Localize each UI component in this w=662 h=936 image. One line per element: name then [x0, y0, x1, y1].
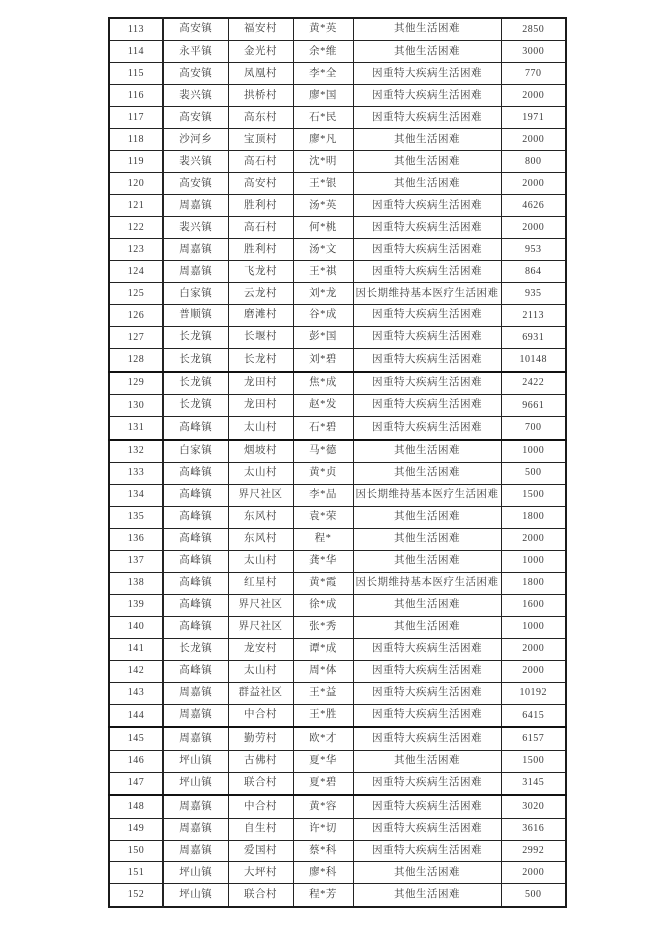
table-row — [109, 349, 566, 372]
cell-reason: 因重特大疾病生活困难 — [353, 840, 501, 862]
cell-person-name: 欧*才 — [293, 727, 353, 750]
cell-town: 高峰镇 — [163, 528, 228, 550]
cell-amount: 3020 — [501, 795, 566, 818]
cell-town: 裴兴镇 — [163, 85, 228, 107]
cell-person-name: 王*胜 — [293, 704, 353, 727]
table-row — [109, 572, 566, 594]
cell-amount: 3616 — [501, 818, 566, 840]
cell-reason: 其他生活困难 — [353, 528, 501, 550]
table-row — [109, 173, 566, 195]
cell-town: 沙河乡 — [163, 129, 228, 151]
cell-row-number: 131 — [109, 417, 163, 440]
table-row — [109, 41, 566, 63]
cell-reason: 因长期维持基本医疗生活困难 — [353, 283, 501, 305]
cell-village: 红星村 — [228, 572, 293, 594]
cell-village: 高石村 — [228, 151, 293, 173]
table-row — [109, 750, 566, 772]
cell-town: 周嘉镇 — [163, 818, 228, 840]
cell-village: 太山村 — [228, 462, 293, 484]
cell-reason: 因长期维持基本医疗生活困难 — [353, 572, 501, 594]
cell-amount: 500 — [501, 884, 566, 907]
table-row — [109, 107, 566, 129]
cell-person-name: 谷*成 — [293, 305, 353, 327]
cell-town: 坪山镇 — [163, 862, 228, 884]
cell-amount: 1600 — [501, 594, 566, 616]
cell-village: 太山村 — [228, 550, 293, 572]
cell-person-name: 余*维 — [293, 41, 353, 63]
cell-person-name: 王*银 — [293, 173, 353, 195]
cell-person-name: 龚*华 — [293, 550, 353, 572]
cell-amount: 2000 — [501, 129, 566, 151]
cell-amount: 953 — [501, 239, 566, 261]
cell-town: 高峰镇 — [163, 417, 228, 440]
cell-amount: 800 — [501, 151, 566, 173]
cell-amount: 1971 — [501, 107, 566, 129]
cell-row-number: 143 — [109, 682, 163, 704]
cell-person-name: 夏*碧 — [293, 772, 353, 795]
cell-amount: 2992 — [501, 840, 566, 862]
cell-town: 普顺镇 — [163, 305, 228, 327]
table-row — [109, 862, 566, 884]
cell-village: 高安村 — [228, 173, 293, 195]
cell-row-number: 140 — [109, 616, 163, 638]
cell-amount: 6415 — [501, 704, 566, 727]
cell-reason: 因重特大疾病生活困难 — [353, 638, 501, 660]
cell-reason: 因重特大疾病生活困难 — [353, 327, 501, 349]
cell-reason: 其他生活困难 — [353, 862, 501, 884]
cell-person-name: 石*碧 — [293, 417, 353, 440]
cell-village: 福安村 — [228, 18, 293, 41]
cell-town: 高峰镇 — [163, 550, 228, 572]
cell-village: 飞龙村 — [228, 261, 293, 283]
cell-amount: 1500 — [501, 484, 566, 506]
cell-reason: 因重特大疾病生活困难 — [353, 682, 501, 704]
cell-row-number: 149 — [109, 818, 163, 840]
cell-reason: 因重特大疾病生活困难 — [353, 660, 501, 682]
cell-person-name: 廖*科 — [293, 862, 353, 884]
cell-village: 金光村 — [228, 41, 293, 63]
cell-person-name: 张*秀 — [293, 616, 353, 638]
cell-row-number: 127 — [109, 327, 163, 349]
cell-village: 龙安村 — [228, 638, 293, 660]
cell-reason: 因重特大疾病生活困难 — [353, 704, 501, 727]
cell-reason: 因重特大疾病生活困难 — [353, 85, 501, 107]
cell-town: 周嘉镇 — [163, 704, 228, 727]
cell-town: 裴兴镇 — [163, 217, 228, 239]
cell-reason: 其他生活困难 — [353, 151, 501, 173]
cell-person-name: 焦*成 — [293, 372, 353, 395]
cell-reason: 其他生活困难 — [353, 506, 501, 528]
cell-village: 群益社区 — [228, 682, 293, 704]
cell-reason: 其他生活困难 — [353, 41, 501, 63]
cell-amount: 10192 — [501, 682, 566, 704]
cell-row-number: 114 — [109, 41, 163, 63]
cell-person-name: 刘*碧 — [293, 349, 353, 372]
cell-row-number: 129 — [109, 372, 163, 395]
cell-person-name: 廖*国 — [293, 85, 353, 107]
cell-town: 长龙镇 — [163, 395, 228, 417]
cell-reason: 其他生活困难 — [353, 616, 501, 638]
cell-amount: 864 — [501, 261, 566, 283]
cell-reason: 因重特大疾病生活困难 — [353, 727, 501, 750]
cell-village: 长堰村 — [228, 327, 293, 349]
cell-village: 高石村 — [228, 217, 293, 239]
cell-row-number: 119 — [109, 151, 163, 173]
cell-amount: 1500 — [501, 750, 566, 772]
cell-village: 云龙村 — [228, 283, 293, 305]
cell-amount: 500 — [501, 462, 566, 484]
cell-amount: 2000 — [501, 660, 566, 682]
cell-village: 爱国村 — [228, 840, 293, 862]
table-row — [109, 217, 566, 239]
cell-row-number: 120 — [109, 173, 163, 195]
cell-person-name: 程*芳 — [293, 884, 353, 907]
table-row — [109, 660, 566, 682]
cell-person-name: 石*民 — [293, 107, 353, 129]
cell-reason: 其他生活困难 — [353, 750, 501, 772]
cell-town: 高峰镇 — [163, 594, 228, 616]
cell-row-number: 135 — [109, 506, 163, 528]
cell-amount: 2000 — [501, 217, 566, 239]
cell-row-number: 134 — [109, 484, 163, 506]
cell-village: 界尺社区 — [228, 594, 293, 616]
table-row — [109, 195, 566, 217]
cell-row-number: 124 — [109, 261, 163, 283]
cell-town: 裴兴镇 — [163, 151, 228, 173]
cell-person-name: 夏*华 — [293, 750, 353, 772]
cell-town: 高峰镇 — [163, 616, 228, 638]
cell-amount: 1800 — [501, 572, 566, 594]
cell-person-name: 汤*文 — [293, 239, 353, 261]
table-row — [109, 440, 566, 463]
cell-amount: 2850 — [501, 18, 566, 41]
table-row — [109, 528, 566, 550]
cell-town: 高安镇 — [163, 18, 228, 41]
table-row — [109, 772, 566, 795]
table-row — [109, 395, 566, 417]
cell-reason: 因重特大疾病生活困难 — [353, 63, 501, 85]
table-row — [109, 63, 566, 85]
table-row — [109, 550, 566, 572]
cell-person-name: 黄*霞 — [293, 572, 353, 594]
cell-row-number: 138 — [109, 572, 163, 594]
cell-row-number: 123 — [109, 239, 163, 261]
cell-town: 高峰镇 — [163, 462, 228, 484]
cell-person-name: 何*桃 — [293, 217, 353, 239]
cell-row-number: 141 — [109, 638, 163, 660]
cell-reason: 因重特大疾病生活困难 — [353, 305, 501, 327]
cell-reason: 其他生活困难 — [353, 129, 501, 151]
cell-row-number: 148 — [109, 795, 163, 818]
cell-reason: 因重特大疾病生活困难 — [353, 195, 501, 217]
cell-town: 高安镇 — [163, 63, 228, 85]
cell-village: 大坪村 — [228, 862, 293, 884]
table-row — [109, 372, 566, 395]
cell-amount: 700 — [501, 417, 566, 440]
cell-person-name: 黄*容 — [293, 795, 353, 818]
cell-village: 东风村 — [228, 506, 293, 528]
cell-person-name: 王*益 — [293, 682, 353, 704]
cell-person-name: 徐*成 — [293, 594, 353, 616]
cell-amount: 3000 — [501, 41, 566, 63]
cell-reason: 其他生活困难 — [353, 884, 501, 907]
cell-village: 古佛村 — [228, 750, 293, 772]
cell-reason: 其他生活困难 — [353, 440, 501, 463]
table-row — [109, 704, 566, 727]
cell-person-name: 李*全 — [293, 63, 353, 85]
cell-amount: 2113 — [501, 305, 566, 327]
cell-row-number: 122 — [109, 217, 163, 239]
cell-reason: 因重特大疾病生活困难 — [353, 261, 501, 283]
cell-row-number: 118 — [109, 129, 163, 151]
table-row — [109, 18, 566, 41]
cell-row-number: 151 — [109, 862, 163, 884]
cell-row-number: 130 — [109, 395, 163, 417]
cell-town: 坪山镇 — [163, 884, 228, 907]
cell-row-number: 125 — [109, 283, 163, 305]
cell-amount: 10148 — [501, 349, 566, 372]
cell-amount: 4626 — [501, 195, 566, 217]
cell-amount: 2422 — [501, 372, 566, 395]
cell-person-name: 汤*英 — [293, 195, 353, 217]
cell-reason: 因重特大疾病生活困难 — [353, 417, 501, 440]
cell-town: 高峰镇 — [163, 484, 228, 506]
table-row — [109, 884, 566, 907]
cell-village: 烟坡村 — [228, 440, 293, 463]
cell-row-number: 136 — [109, 528, 163, 550]
cell-row-number: 128 — [109, 349, 163, 372]
table-row — [109, 417, 566, 440]
cell-village: 界尺社区 — [228, 484, 293, 506]
cell-town: 长龙镇 — [163, 638, 228, 660]
cell-amount: 1000 — [501, 616, 566, 638]
cell-row-number: 139 — [109, 594, 163, 616]
cell-person-name: 程* — [293, 528, 353, 550]
cell-village: 中合村 — [228, 795, 293, 818]
cell-row-number: 144 — [109, 704, 163, 727]
cell-row-number: 116 — [109, 85, 163, 107]
cell-reason: 因重特大疾病生活困难 — [353, 372, 501, 395]
table-row — [109, 327, 566, 349]
cell-row-number: 142 — [109, 660, 163, 682]
table-row — [109, 682, 566, 704]
table-row — [109, 616, 566, 638]
table-row — [109, 840, 566, 862]
cell-village: 联合村 — [228, 884, 293, 907]
table-row — [109, 151, 566, 173]
cell-amount: 3145 — [501, 772, 566, 795]
cell-village: 勤劳村 — [228, 727, 293, 750]
cell-amount: 6157 — [501, 727, 566, 750]
table-row — [109, 283, 566, 305]
cell-town: 高安镇 — [163, 173, 228, 195]
table-row — [109, 305, 566, 327]
cell-town: 周嘉镇 — [163, 682, 228, 704]
cell-row-number: 150 — [109, 840, 163, 862]
cell-person-name: 彭*国 — [293, 327, 353, 349]
table-row — [109, 594, 566, 616]
cell-town: 坪山镇 — [163, 772, 228, 795]
cell-village: 胜利村 — [228, 239, 293, 261]
table-row — [109, 506, 566, 528]
cell-reason: 因重特大疾病生活困难 — [353, 239, 501, 261]
cell-amount: 1000 — [501, 440, 566, 463]
table-row — [109, 795, 566, 818]
cell-town: 高峰镇 — [163, 572, 228, 594]
cell-town: 白家镇 — [163, 440, 228, 463]
cell-village: 联合村 — [228, 772, 293, 795]
cell-reason: 因重特大疾病生活困难 — [353, 349, 501, 372]
cell-village: 太山村 — [228, 660, 293, 682]
cell-town: 长龙镇 — [163, 349, 228, 372]
cell-town: 白家镇 — [163, 283, 228, 305]
cell-village: 东风村 — [228, 528, 293, 550]
cell-amount: 2000 — [501, 173, 566, 195]
table-row — [109, 638, 566, 660]
cell-town: 长龙镇 — [163, 327, 228, 349]
cell-row-number: 117 — [109, 107, 163, 129]
cell-town: 周嘉镇 — [163, 239, 228, 261]
table-row — [109, 818, 566, 840]
cell-village: 长龙村 — [228, 349, 293, 372]
cell-town: 周嘉镇 — [163, 261, 228, 283]
cell-row-number: 146 — [109, 750, 163, 772]
table-row — [109, 129, 566, 151]
cell-amount: 2000 — [501, 528, 566, 550]
cell-person-name: 王*祺 — [293, 261, 353, 283]
cell-amount: 2000 — [501, 638, 566, 660]
cell-town: 高峰镇 — [163, 506, 228, 528]
cell-person-name: 袁*荣 — [293, 506, 353, 528]
cell-town: 周嘉镇 — [163, 195, 228, 217]
cell-row-number: 133 — [109, 462, 163, 484]
cell-amount: 6931 — [501, 327, 566, 349]
cell-town: 长龙镇 — [163, 372, 228, 395]
cell-village: 自生村 — [228, 818, 293, 840]
cell-person-name: 廖*凡 — [293, 129, 353, 151]
cell-village: 胜利村 — [228, 195, 293, 217]
table-row — [109, 85, 566, 107]
cell-person-name: 黄*贞 — [293, 462, 353, 484]
cell-reason: 其他生活困难 — [353, 18, 501, 41]
cell-person-name: 马*德 — [293, 440, 353, 463]
cell-person-name: 谭*成 — [293, 638, 353, 660]
cell-row-number: 115 — [109, 63, 163, 85]
cell-village: 磨滩村 — [228, 305, 293, 327]
assistance-table — [108, 17, 567, 908]
cell-person-name: 赵*发 — [293, 395, 353, 417]
cell-person-name: 黄*英 — [293, 18, 353, 41]
cell-reason: 因重特大疾病生活困难 — [353, 795, 501, 818]
cell-village: 太山村 — [228, 417, 293, 440]
cell-reason: 因重特大疾病生活困难 — [353, 818, 501, 840]
cell-reason: 因重特大疾病生活困难 — [353, 395, 501, 417]
cell-reason: 其他生活困难 — [353, 550, 501, 572]
cell-person-name: 周*体 — [293, 660, 353, 682]
cell-village: 凤凰村 — [228, 63, 293, 85]
cell-town: 永平镇 — [163, 41, 228, 63]
cell-person-name: 刘*龙 — [293, 283, 353, 305]
cell-reason: 因长期维持基本医疗生活困难 — [353, 484, 501, 506]
cell-village: 龙田村 — [228, 395, 293, 417]
cell-row-number: 152 — [109, 884, 163, 907]
cell-reason: 因重特大疾病生活困难 — [353, 107, 501, 129]
table-row — [109, 462, 566, 484]
cell-town: 周嘉镇 — [163, 840, 228, 862]
cell-amount: 9661 — [501, 395, 566, 417]
cell-reason: 因重特大疾病生活困难 — [353, 772, 501, 795]
cell-reason: 其他生活困难 — [353, 594, 501, 616]
cell-amount: 1000 — [501, 550, 566, 572]
cell-amount: 2000 — [501, 85, 566, 107]
cell-reason: 其他生活困难 — [353, 173, 501, 195]
cell-person-name: 许*切 — [293, 818, 353, 840]
cell-reason: 其他生活困难 — [353, 462, 501, 484]
cell-village: 中合村 — [228, 704, 293, 727]
cell-reason: 因重特大疾病生活困难 — [353, 217, 501, 239]
table-body — [109, 18, 566, 907]
cell-row-number: 137 — [109, 550, 163, 572]
cell-row-number: 121 — [109, 195, 163, 217]
cell-town: 高安镇 — [163, 107, 228, 129]
cell-person-name: 沈*明 — [293, 151, 353, 173]
cell-town: 高峰镇 — [163, 660, 228, 682]
cell-row-number: 113 — [109, 18, 163, 41]
table-row — [109, 261, 566, 283]
cell-person-name: 李*品 — [293, 484, 353, 506]
cell-village: 宝顶村 — [228, 129, 293, 151]
cell-row-number: 145 — [109, 727, 163, 750]
table-row — [109, 484, 566, 506]
cell-amount: 770 — [501, 63, 566, 85]
cell-town: 周嘉镇 — [163, 795, 228, 818]
table-row — [109, 239, 566, 261]
table-row — [109, 727, 566, 750]
cell-village: 高东村 — [228, 107, 293, 129]
cell-amount: 1800 — [501, 506, 566, 528]
cell-town: 周嘉镇 — [163, 727, 228, 750]
cell-amount: 935 — [501, 283, 566, 305]
cell-row-number: 132 — [109, 440, 163, 463]
cell-row-number: 147 — [109, 772, 163, 795]
cell-person-name: 蔡*科 — [293, 840, 353, 862]
cell-amount: 2000 — [501, 862, 566, 884]
cell-village: 拱桥村 — [228, 85, 293, 107]
cell-town: 坪山镇 — [163, 750, 228, 772]
cell-village: 界尺社区 — [228, 616, 293, 638]
cell-village: 龙田村 — [228, 372, 293, 395]
cell-row-number: 126 — [109, 305, 163, 327]
